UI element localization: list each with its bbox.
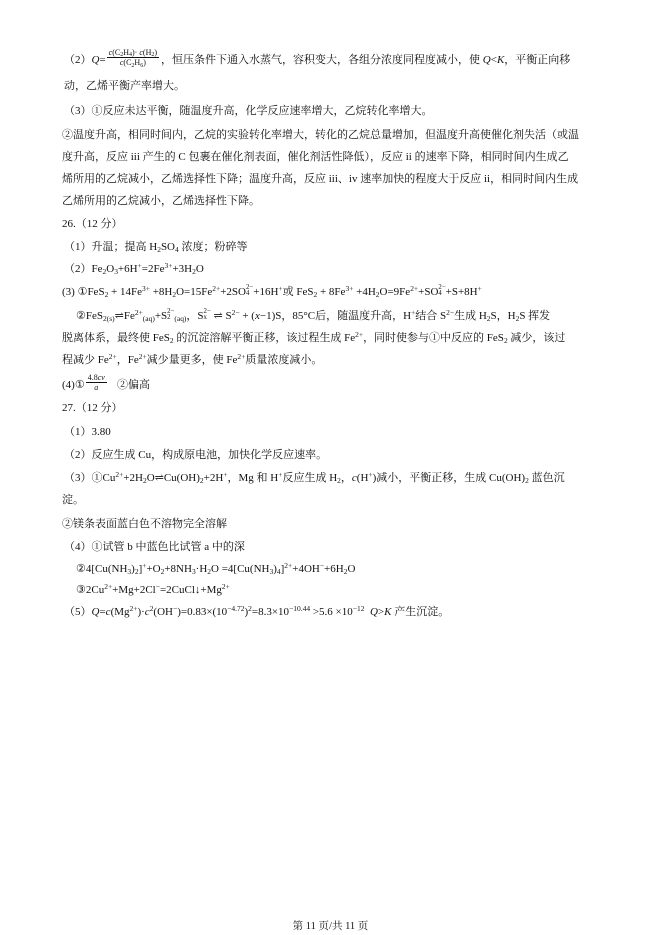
text-run: ) <box>143 57 146 67</box>
answer-line-7 <box>62 193 260 209</box>
text-run: O=9Fe <box>379 286 411 298</box>
text-run: ②4[Cu(NH <box>76 563 128 575</box>
superscript: + <box>368 470 373 480</box>
text-run: +8NH <box>164 563 192 575</box>
italic-symbol: a <box>94 382 99 392</box>
text-run: 脱离体系，最终使 FeS <box>62 332 170 344</box>
superscript: 2+ <box>108 352 117 362</box>
text-run: (C <box>112 47 121 57</box>
text-run: 浓度；粉碎等 <box>178 241 248 253</box>
text-run: 淀。 <box>62 494 84 506</box>
text-run: ) <box>154 47 158 57</box>
superscript: 2+ <box>115 470 124 480</box>
subscript: 2 <box>525 476 529 486</box>
fraction <box>86 373 107 392</box>
text-run: ⇌ S <box>210 310 232 322</box>
question-heading-26 <box>62 216 123 232</box>
text-run: （3）①Cu <box>64 472 116 484</box>
subscript: 2 <box>160 567 165 577</box>
superscript: 2+ <box>284 561 293 571</box>
text-run: > <box>377 606 385 618</box>
text-run: （1）升温；提高 H <box>64 241 158 253</box>
subscript: 2 <box>102 267 107 277</box>
text-run: 动，乙烯平衡产率增大。 <box>64 80 185 92</box>
superscript: 3+ <box>164 261 173 271</box>
text-run: ) <box>273 563 277 575</box>
answer-line-15 <box>62 372 151 393</box>
fraction-denominator <box>107 58 159 67</box>
italic-symbol: c <box>108 47 113 57</box>
text-run: (OH <box>153 606 173 618</box>
text-run: +3H <box>172 263 193 275</box>
subscript: 3 <box>269 567 274 577</box>
text-run: 生成 H <box>454 310 487 322</box>
superscript: 3+ <box>142 284 150 294</box>
text-run: S，H <box>490 310 516 322</box>
text-run: O <box>347 563 356 575</box>
subscript: 2 <box>503 336 508 346</box>
answer-line-5 <box>62 149 569 165</box>
text-run: O⇌Cu(OH) <box>146 472 200 484</box>
text-run: 反应生成 H <box>282 472 338 484</box>
answer-line-4 <box>62 127 579 143</box>
text-run: （2） <box>64 54 92 66</box>
text-run: 26.（12 分） <box>62 218 123 230</box>
italic-symbol: cv <box>97 372 105 382</box>
superscript: −4.72 <box>227 604 245 614</box>
italic-symbol: Q <box>91 54 100 66</box>
text-run: O <box>195 263 204 275</box>
text-run: （5） <box>64 606 92 618</box>
superscript: 2− <box>167 307 175 315</box>
text-run: +8H <box>149 286 173 298</box>
italic-symbol: Q <box>91 606 100 618</box>
subscript: (aq) <box>174 314 187 324</box>
text-run: 度升高，反应 iii 产生的 C 包裹在催化剂表面，催化剂活性降低），反应 ii 的速率下降，相同时间内生成乙 <box>62 151 569 163</box>
text-run: 减少，该过 <box>507 332 566 344</box>
subscript: 3 <box>191 567 196 577</box>
text-run: ) <box>131 563 135 575</box>
subscript: (aq) <box>142 314 155 324</box>
text-run: )· <box>137 606 145 618</box>
superscript: − <box>319 561 325 571</box>
text-run: 27.（12 分） <box>62 402 123 414</box>
subscript: 2 <box>120 52 124 59</box>
question-heading-27 <box>62 400 123 416</box>
text-run: O <box>106 263 115 275</box>
text-run: 程减少 Fe <box>62 354 109 366</box>
superscript: − <box>172 604 178 614</box>
subscript: 2 <box>199 476 204 486</box>
superscript: 2+ <box>410 284 419 294</box>
superscript: + <box>411 308 416 318</box>
answer-line-2 <box>64 78 185 94</box>
subscript: 4 <box>129 52 133 59</box>
text-run: ，S <box>186 310 204 322</box>
fraction-denominator <box>86 383 107 392</box>
answer-line-3 <box>64 103 433 119</box>
text-run: =8.3×10 <box>251 606 290 618</box>
text-run: （3）①反应未达平衡，随温度升高，化学反应速率增大，乙烷转化率增大。 <box>64 105 433 117</box>
text-run: ②镁条表面蓝白色不溶物完全溶解 <box>62 518 227 530</box>
text-run: S 挥发 <box>519 310 551 322</box>
italic-symbol: K <box>384 606 392 618</box>
text-run: O=15Fe <box>176 286 213 298</box>
superscript: 2+ <box>212 284 221 294</box>
superscript: 2− <box>203 307 211 315</box>
text-run: +S <box>154 310 168 322</box>
superscript: + <box>477 284 482 294</box>
subscript: 3 <box>114 267 118 277</box>
text-run: =2CuCl↓+Mg <box>159 584 222 596</box>
text-run: ，平衡正向移 <box>504 54 571 66</box>
text-run: ②FeS <box>76 310 103 322</box>
text-run: ②温度升高，相同时间内，乙烷的实验转化率增大，转化的乙烷总量增加，但温度升高使催化剂失活（或温 <box>62 129 579 141</box>
answer-line-12 <box>76 308 550 324</box>
text-run: )· <box>132 47 140 57</box>
answer-line-22 <box>64 539 245 555</box>
superscript: 2+ <box>129 604 138 614</box>
superscript: 3+ <box>345 284 354 294</box>
subscript: 2 <box>207 567 212 577</box>
text-run: +SO <box>418 286 439 298</box>
subscript: 2 <box>104 290 109 300</box>
text-run: )=0.83×(10 <box>177 606 228 618</box>
subscript: 2 <box>167 314 171 322</box>
text-run: ，同时使参与①中反应的 FeS <box>363 332 504 344</box>
superscript: + <box>223 470 228 480</box>
sub-superscript <box>438 285 445 299</box>
subscript: 4 <box>245 290 250 298</box>
superscript: 2 <box>149 604 154 614</box>
fraction-numerator <box>107 48 159 58</box>
text-run: 或 FeS <box>282 286 314 298</box>
subscript: 2 <box>337 476 341 486</box>
answer-line-19 <box>64 470 565 486</box>
text-run: +4H <box>353 286 376 298</box>
page-footer: 第 11 页/共 11 页 <box>292 921 369 932</box>
superscript: 2+ <box>237 352 246 362</box>
text-run: )减小，平衡正移，生成 Cu(OH) <box>372 472 526 484</box>
text-run: = <box>99 606 106 618</box>
superscript: 2− <box>245 283 254 291</box>
subscript: 6 <box>140 62 144 69</box>
italic-symbol: c <box>351 472 357 484</box>
superscript: + <box>278 470 283 480</box>
italic-symbol: Q <box>482 54 491 66</box>
answer-line-14 <box>62 352 322 368</box>
text-run: （2）反应生成 Cu，构成原电池，加快化学反应速率。 <box>64 449 328 461</box>
text-run: ⇌Fe <box>114 310 135 322</box>
text-run: ，Mg 和 H <box>227 472 279 484</box>
text-run: 的沉淀溶解平衡正移，该过程生成 Fe <box>173 332 356 344</box>
text-run: (4)① <box>62 379 85 391</box>
text-run: ， <box>340 472 352 484</box>
subscript: 2 <box>172 290 177 300</box>
subscript: x <box>203 314 207 322</box>
text-run: +S+8H <box>445 286 478 298</box>
text-run: 乙烯所用的乙烷减小，乙烯选择性下降。 <box>62 195 260 207</box>
subscript: 4 <box>438 290 442 298</box>
text-run: ③2Cu <box>76 584 105 596</box>
subscript: 2 <box>515 314 520 324</box>
text-run: 烯所用的乙烷减小，乙烯选择性下降；温度升高，反应 iii、iv 速率加快的程度大于反应 ii，相同时间内生成 <box>62 173 579 185</box>
answer-line-17 <box>64 424 111 440</box>
text-run: H <box>123 47 130 57</box>
superscript: 2+ <box>355 330 364 340</box>
text-run: >5.6 ×10 <box>310 606 353 618</box>
subscript: 2(s) <box>102 314 115 324</box>
text-run: +16H <box>253 286 279 298</box>
subscript: 2 <box>142 476 147 486</box>
italic-symbol: c <box>105 606 111 618</box>
text-run: 产生沉淀。 <box>391 606 450 618</box>
text-run: + ( <box>239 310 255 322</box>
answer-line-9 <box>64 239 247 255</box>
text-run: =2Fe <box>141 263 165 275</box>
text-run: 蓝色沉 <box>528 472 565 484</box>
answer-line-13 <box>62 330 565 346</box>
answer-line-20 <box>62 492 84 508</box>
answer-line-21 <box>62 516 227 532</box>
text-run: 结合 S <box>415 310 447 322</box>
answer-line-23 <box>76 561 355 577</box>
text-run: +Mg+2Cl <box>112 584 156 596</box>
superscript: 2− <box>438 283 446 291</box>
subscript: 3 <box>127 567 132 577</box>
superscript: 2− <box>446 308 455 318</box>
text-run: SO <box>160 241 175 253</box>
italic-symbol: K <box>496 54 505 66</box>
text-run: 减少量更多，使 Fe <box>146 354 238 366</box>
text-run: O =4[Cu(NH <box>211 563 270 575</box>
text-run: < <box>490 54 497 66</box>
subscript: 2 <box>192 267 196 277</box>
text-run: ] <box>138 563 143 575</box>
superscript: 2+ <box>134 308 143 318</box>
text-run: (H <box>356 472 369 484</box>
text-run: (Mg <box>110 606 130 618</box>
text-run: ②偏高 <box>108 379 151 391</box>
subscript: 2 <box>169 336 174 346</box>
text-run: ，Fe <box>116 354 139 366</box>
superscript: + <box>137 261 142 271</box>
text-run: +4OH <box>292 563 320 575</box>
fraction <box>107 48 159 67</box>
italic-symbol: c <box>144 606 150 618</box>
text-run: +O <box>146 563 161 575</box>
superscript: + <box>142 561 147 571</box>
subscript: 2 <box>375 290 380 300</box>
text-run: ·H <box>195 563 208 575</box>
answer-line-18 <box>64 447 327 463</box>
superscript: − <box>155 582 160 592</box>
subscript: 2 <box>486 314 491 324</box>
text-run: +2H <box>123 472 143 484</box>
text-run: ) <box>244 606 249 618</box>
text-run: +6H <box>324 563 344 575</box>
italic-symbol: c <box>139 47 143 57</box>
text-run: ，恒压条件下通入水蒸气，容积变大，各组分浓度同程度减小，使 <box>161 54 483 66</box>
answer-line-11 <box>62 284 482 300</box>
text-run: +2H <box>203 472 224 484</box>
subscript: 4 <box>276 567 281 577</box>
subscript: 2 <box>131 62 135 69</box>
subscript: 2 <box>134 567 139 577</box>
text-run: +6H <box>117 263 138 275</box>
fraction-numerator <box>86 373 107 383</box>
superscript: 2+ <box>221 582 230 592</box>
superscript: 2+ <box>138 352 147 362</box>
text-run: （4）①试管 b 中蓝色比试管 a 中的深 <box>64 541 245 553</box>
text-run: ] <box>280 563 285 575</box>
answer-line-1 <box>64 47 571 69</box>
text-run: +2SO <box>220 286 246 298</box>
answer-line-10 <box>64 261 204 277</box>
superscript: −12 <box>352 604 365 614</box>
text-run: (H <box>142 47 152 57</box>
text-run: (3) ①FeS <box>62 286 105 298</box>
answer-line-24 <box>76 582 230 598</box>
superscript: 2− <box>231 308 240 318</box>
superscript: 2 <box>248 604 252 614</box>
subscript: 2 <box>313 290 318 300</box>
superscript: + <box>278 284 283 294</box>
superscript: 2+ <box>104 582 113 592</box>
text-run: (C <box>123 57 132 67</box>
superscript: −10.44 <box>289 604 311 614</box>
italic-symbol: Q <box>369 606 378 618</box>
text-run: + 14Fe <box>108 286 143 298</box>
text-run: 4.8 <box>87 372 98 382</box>
answer-line-25 <box>64 604 449 620</box>
text-run: 质量浓度减小。 <box>245 354 323 366</box>
sub-superscript <box>204 309 211 323</box>
text-run: + 8Fe <box>317 286 346 298</box>
text-run: （1）3.80 <box>64 426 111 438</box>
subscript: 2 <box>151 52 155 59</box>
text-run: H <box>134 57 141 67</box>
subscript: 4 <box>175 245 179 255</box>
subscript: 2 <box>343 567 348 577</box>
italic-symbol: c <box>119 57 124 67</box>
italic-symbol: x <box>254 310 260 322</box>
subscript: 2 <box>157 245 161 255</box>
text-run: = <box>99 54 106 66</box>
answer-line-6 <box>62 171 578 187</box>
text-run: （2）Fe <box>64 263 103 275</box>
text-run: −1)S，85°C后，随温度升高，H <box>259 310 412 322</box>
